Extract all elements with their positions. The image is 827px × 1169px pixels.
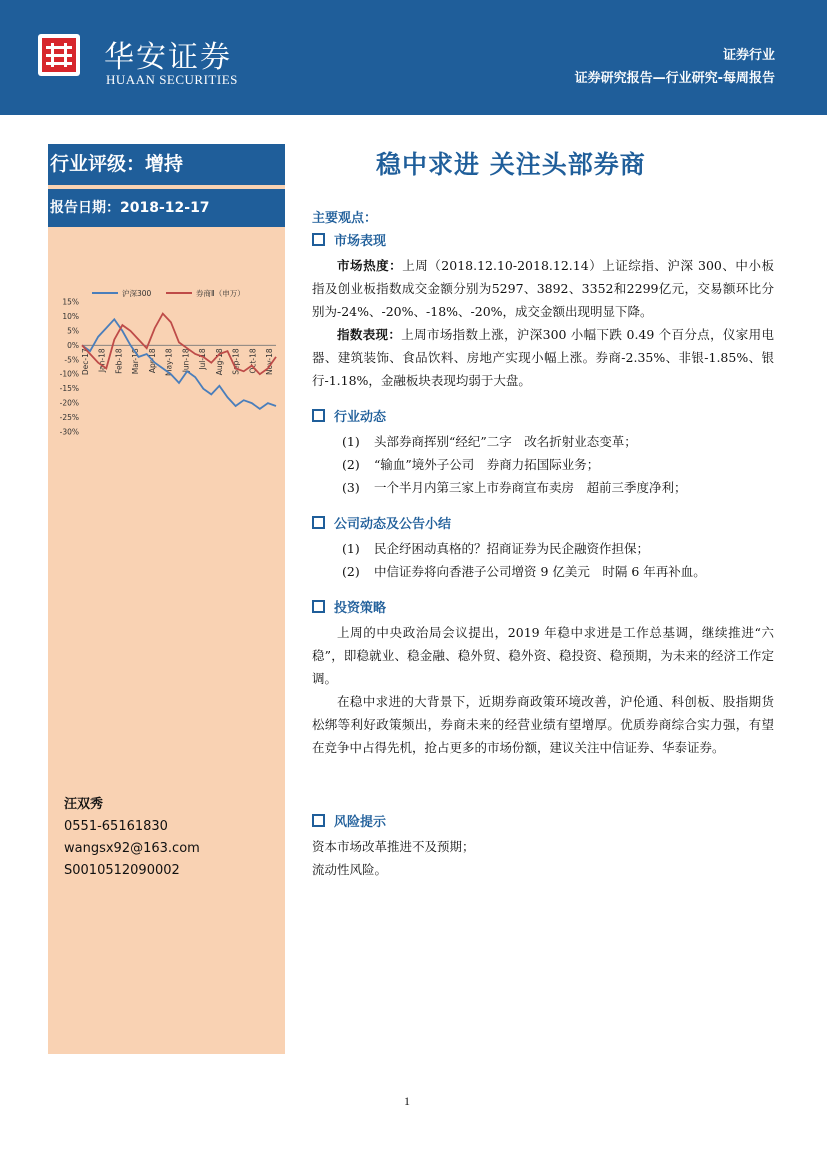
x-tick-label: Jan-18 [97,348,107,373]
industry-category: 证券行业 [722,48,775,63]
x-tick-label: Feb-18 [114,348,124,374]
y-tick-label: -30% [59,427,79,437]
market-heat-paragraph: 市场热度：上周（2018.12.10-2018.12.14）上证综指、沪深 300、中小板指及创业板指数成交金额分别为5297、3892、3352和2299亿元，交易额环比分别为-24%、-20%、-18%、-20%，成交金额出现明显下降。 [312,258,774,319]
analyst-email[interactable]: wangsx92@163.com [64,841,200,856]
brand-name-cn: 华安证券 [104,40,232,75]
list-item: (3) 一个半月内第三家上市券商宣布卖房 超前三季度净利； [342,480,687,495]
industry-rating: 行业评级：增持 [48,144,285,185]
risk-line-1: 资本市场改革推进不及预期； [312,839,475,854]
analyst-cert: S0010512090002 [64,863,180,878]
list-item: (2) 中信证券将向香港子公司增资 9 亿美元 时隔 6 年再补血。 [342,564,706,579]
report-type: 证券研究报告—行业研究-每周报告 [574,71,775,86]
sidebar [48,144,285,1054]
performance-chart-svg [48,284,285,444]
brand-name-en: HUAAN SECURITIES [106,72,238,87]
checkbox-icon [312,600,325,613]
risk-line-2: 流动性风险。 [312,862,388,877]
report-header [0,0,827,115]
key-points-title: 主要观点： [312,211,378,226]
checkbox-icon [312,409,325,422]
report-title: 稳中求进 关注头部券商 [376,150,646,179]
checkbox-icon [312,516,325,529]
y-tick-label: -15% [59,384,79,394]
checkbox-icon [312,814,325,827]
section-heading-strategy: 投资策略 [312,597,774,621]
strategy-paragraph-1: 上周的中央政治局会议提出，2019 年稳中求进是工作总基调，继续推进“六稳”，即稳就业、稳金融、稳外贸、稳外资、稳投资、稳预期，为未来的经济工作定调。 [312,625,774,686]
list-item: (2) “输血”境外子公司 券商力拓国际业务； [342,457,600,472]
x-tick-label: Mar-18 [131,348,141,375]
checkbox-icon [312,233,325,246]
y-tick-label: -20% [59,398,79,408]
huaan-logo-icon [38,34,80,76]
y-tick-label: -10% [59,369,79,379]
report-body [312,208,774,881]
x-tick-label: Nov-18 [265,348,274,376]
section-heading-company: 公司动态及公告小结 [312,513,774,537]
x-tick-label: Jun-18 [181,348,191,373]
x-tick-label: Apr-18 [147,348,157,374]
section-heading-industry: 行业动态 [312,406,774,430]
legend-label: 券商Ⅱ（申万） [196,289,245,298]
y-tick-label: -5% [64,355,79,365]
x-tick-label: May-18 [164,348,174,376]
list-item: (1) 头部券商挥别“经纪”二字 改名折射业态变革； [342,434,637,449]
section-heading-market: 市场表现 [312,230,774,254]
series-line [82,319,276,409]
legend-label: 沪深300 [122,289,152,298]
x-tick-label: Oct-18 [248,348,258,374]
y-tick-label: 10% [62,311,79,321]
list-item: (1) 民企纾困动真格的？招商证券为民企融资作担保； [342,541,650,556]
x-tick-label: Sep-18 [231,348,241,375]
analyst-phone: 0551-65161830 [64,819,168,834]
page-number: 1 [404,1094,410,1108]
y-tick-label: -25% [59,413,79,423]
performance-chart [48,284,285,444]
index-performance-paragraph: 指数表现：上周市场指数上涨，沪深300 小幅下跌 0.49 个百分点，仪家用电器、建筑装饰、食品饮料、房地产实现小幅上涨。券商-2.35%、非银-1.85%、银行-1.18%，金融板块表现均弱于大盘。 [312,327,774,388]
x-tick-label: Jul-18 [198,348,208,370]
strategy-paragraph-2: 在稳中求进的大背景下，近期券商政策环境改善，沪伦通、科创板、股指期货松绑等利好政策频出，券商未来的经营业绩有望增厚。优质券商综合实力强，有望在竞争中占得先机，抢占更多的市场份额，建议关注中信证券、华泰证券。 [312,694,774,755]
y-tick-label: 15% [62,297,79,307]
y-tick-label: 5% [67,326,79,336]
section-heading-risk: 风险提示 [312,811,774,835]
x-tick-label: Aug-18 [214,348,224,376]
x-tick-label: Dec-17 [81,348,90,376]
y-tick-label: 0% [67,340,79,350]
report-date: 报告日期：2018-12-17 [48,189,285,227]
analyst-info [64,794,200,882]
analyst-name: 汪双秀 [64,797,104,812]
